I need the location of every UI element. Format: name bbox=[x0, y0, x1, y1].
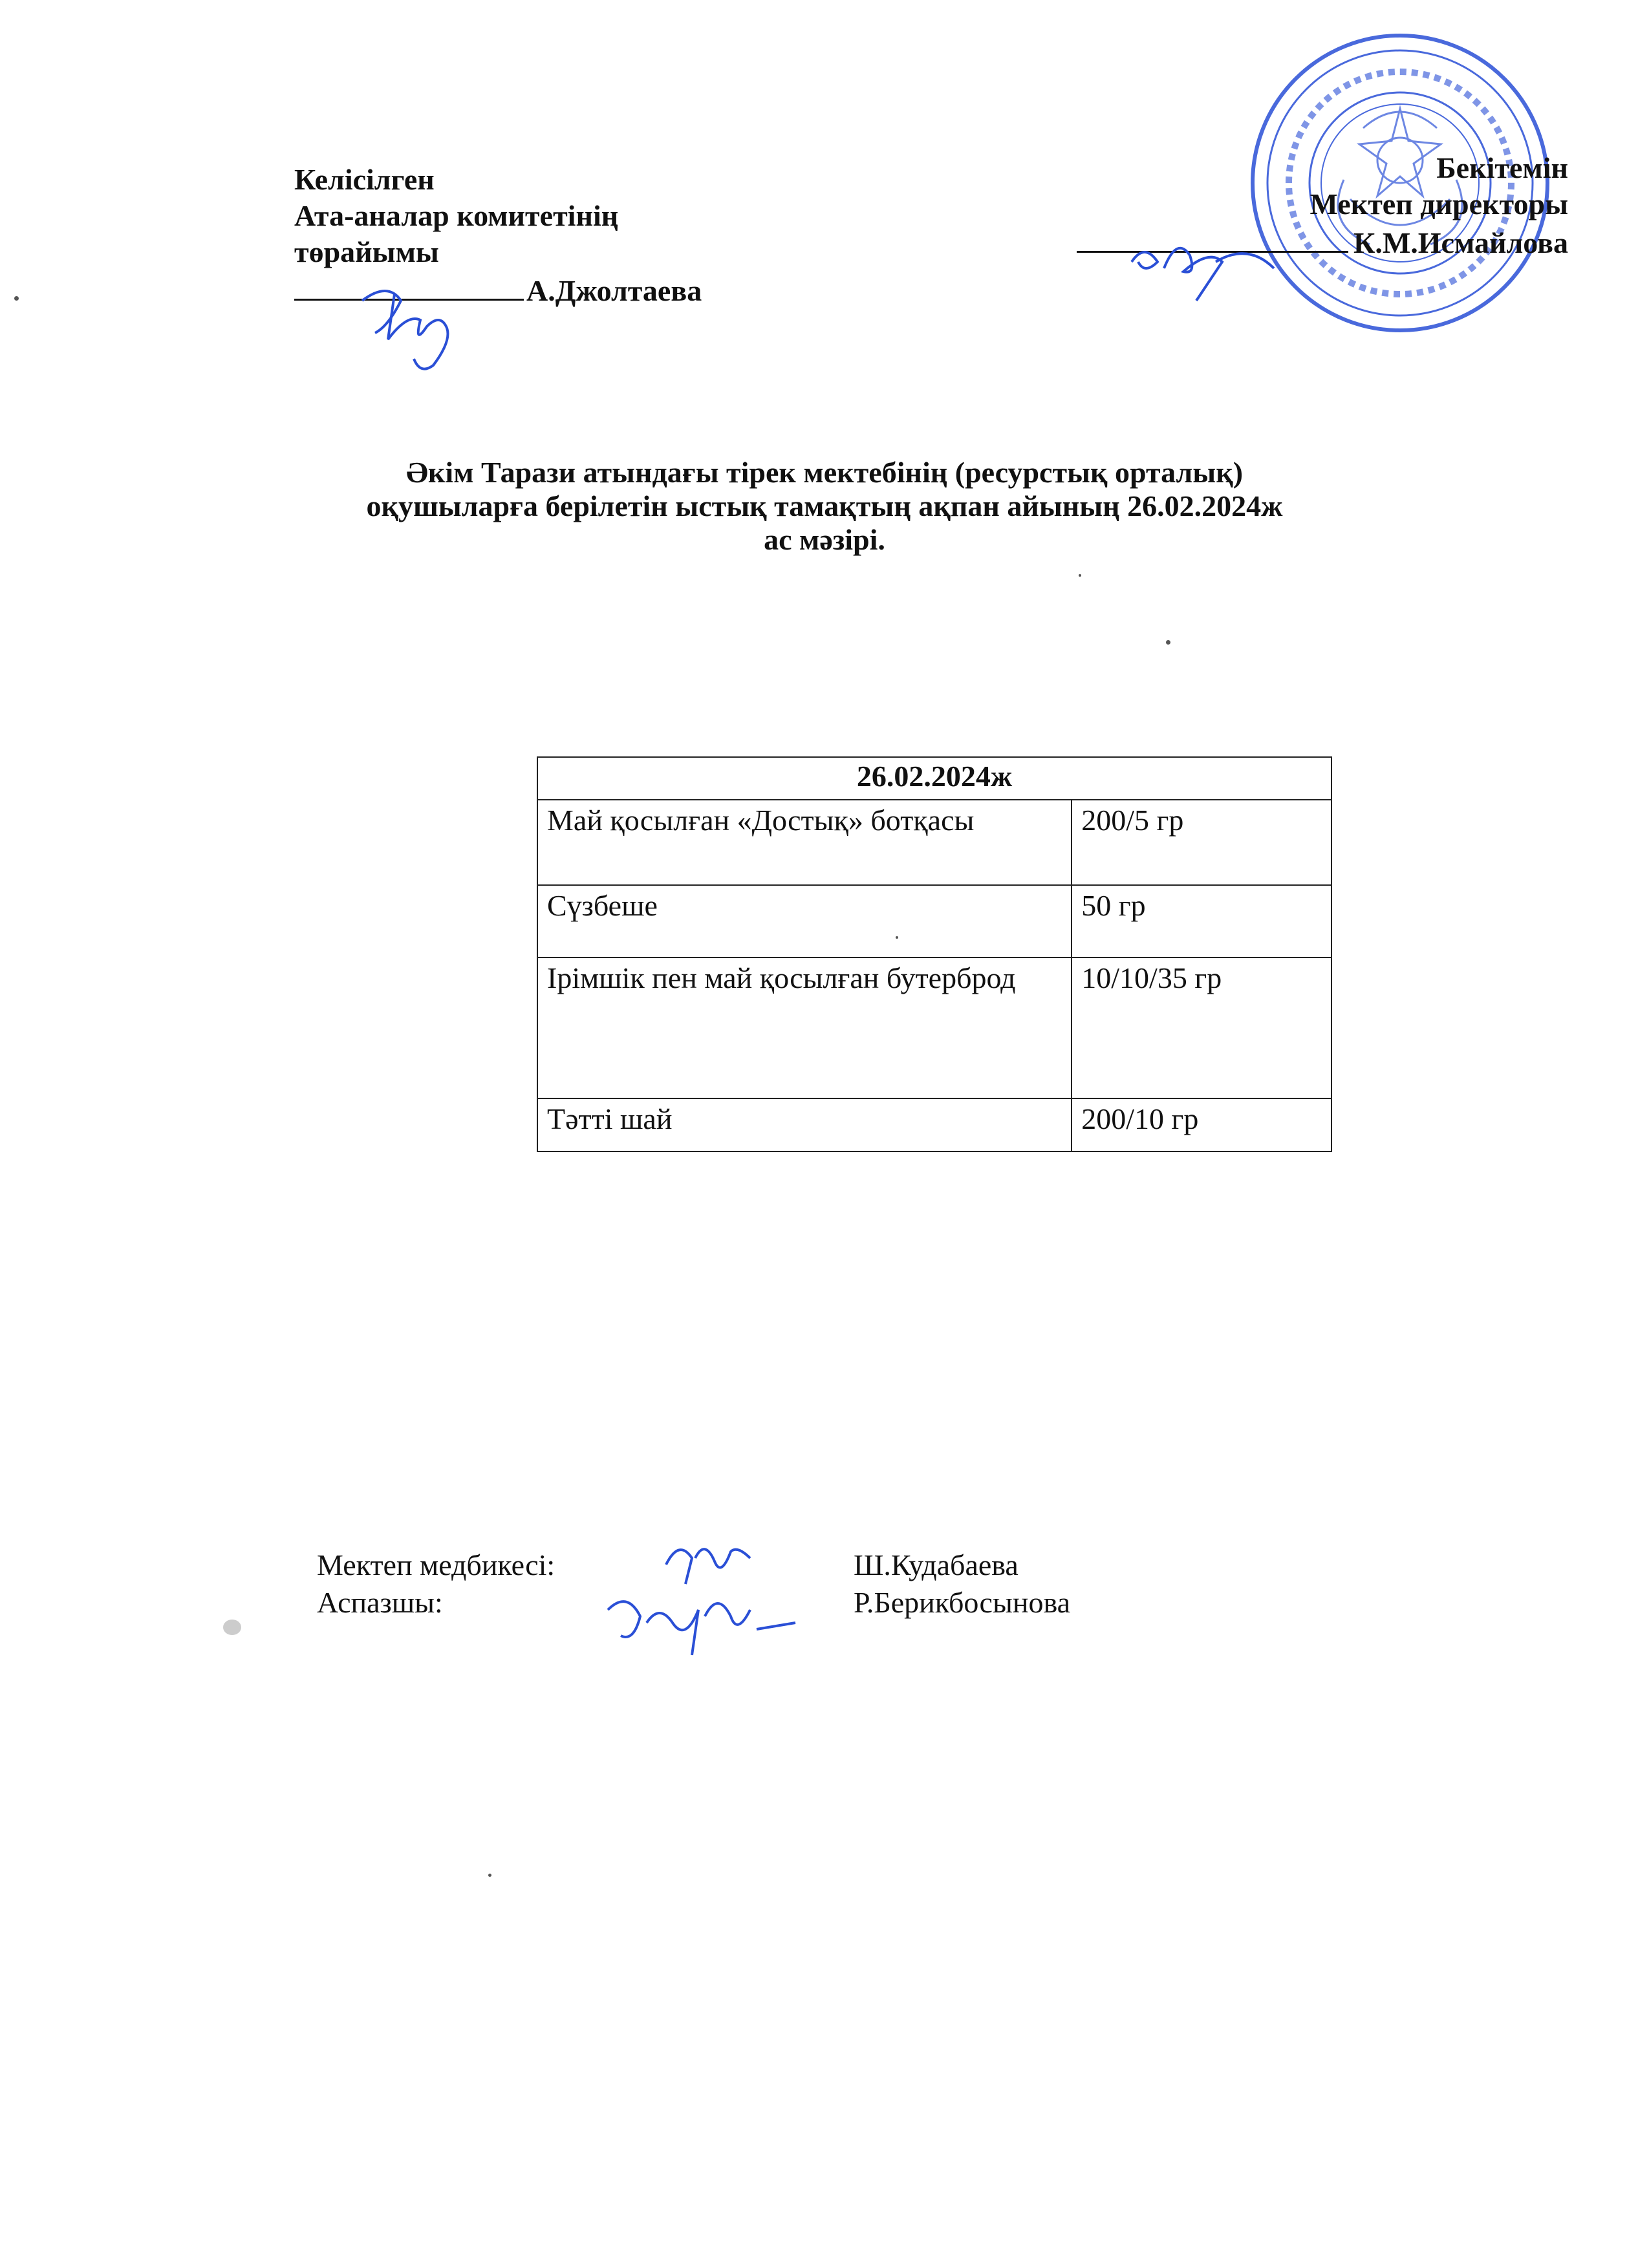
document-title bbox=[275, 456, 1374, 557]
table-row bbox=[537, 957, 1331, 1098]
approval-left-heading: Келісілген bbox=[294, 163, 435, 196]
approval-left-signature-line bbox=[294, 270, 702, 309]
dish-amount: 10/10/35 гр bbox=[1072, 957, 1331, 1098]
approval-left-committee: Ата-аналар комитетінің bbox=[294, 199, 619, 232]
cook-name: Р.Берикбосынова bbox=[854, 1586, 1071, 1619]
dish-name: Тәтті шай bbox=[537, 1098, 1072, 1151]
footer-signatures bbox=[317, 1546, 1070, 1621]
approval-right-role: Мектеп директоры bbox=[1310, 187, 1568, 220]
dish-name: Май қосылған «Достық» ботқасы bbox=[537, 800, 1072, 885]
signature-underline bbox=[1077, 222, 1348, 253]
table-row bbox=[537, 885, 1331, 957]
approval-right-signature-line bbox=[1077, 222, 1568, 261]
dish-amount: 200/5 гр bbox=[1072, 800, 1331, 885]
table-row bbox=[537, 800, 1331, 885]
dish-amount: 50 гр bbox=[1072, 885, 1331, 957]
approval-right-name: К.М.Исмайлова bbox=[1353, 226, 1568, 259]
scan-speck bbox=[1079, 574, 1081, 577]
approval-left-name: А.Джолтаева bbox=[526, 274, 702, 307]
scan-speck bbox=[14, 296, 19, 301]
approval-block-director bbox=[1077, 150, 1568, 261]
nurse-role: Мектеп медбикесі: bbox=[317, 1548, 555, 1581]
cook-signature-row bbox=[317, 1584, 1070, 1621]
title-line-3: ас мәзірі. bbox=[764, 523, 885, 556]
scan-speck bbox=[488, 1874, 491, 1877]
scan-speck bbox=[896, 936, 898, 939]
approval-left-role: төрайымы bbox=[294, 235, 439, 268]
title-line-2: оқушыларға берілетін ыстық тамақтың ақпан айының 26.02.2024ж bbox=[366, 489, 1283, 522]
menu-date-header: 26.02.2024ж bbox=[537, 757, 1331, 800]
nurse-signature-row bbox=[317, 1546, 1070, 1584]
approval-block-parents bbox=[294, 162, 702, 309]
approval-right-heading: Бекітемін bbox=[1436, 151, 1568, 184]
cook-role: Аспазшы: bbox=[317, 1586, 443, 1619]
nurse-name: Ш.Кудабаева bbox=[854, 1548, 1018, 1581]
menu-table bbox=[537, 756, 1332, 1152]
menu-table-header-row bbox=[537, 757, 1331, 800]
dish-name: Сүзбеше bbox=[537, 885, 1072, 957]
scan-speck bbox=[1166, 640, 1170, 645]
dish-name: Ірімшік пен май қосылған бутерброд bbox=[537, 957, 1072, 1098]
title-line-1: Әкім Тарази атындағы тірек мектебінің (ресурстық орталық) bbox=[405, 456, 1244, 489]
table-row bbox=[537, 1098, 1331, 1151]
dish-amount: 200/10 гр bbox=[1072, 1098, 1331, 1151]
signature-underline bbox=[294, 270, 524, 301]
scan-speck bbox=[223, 1620, 241, 1635]
